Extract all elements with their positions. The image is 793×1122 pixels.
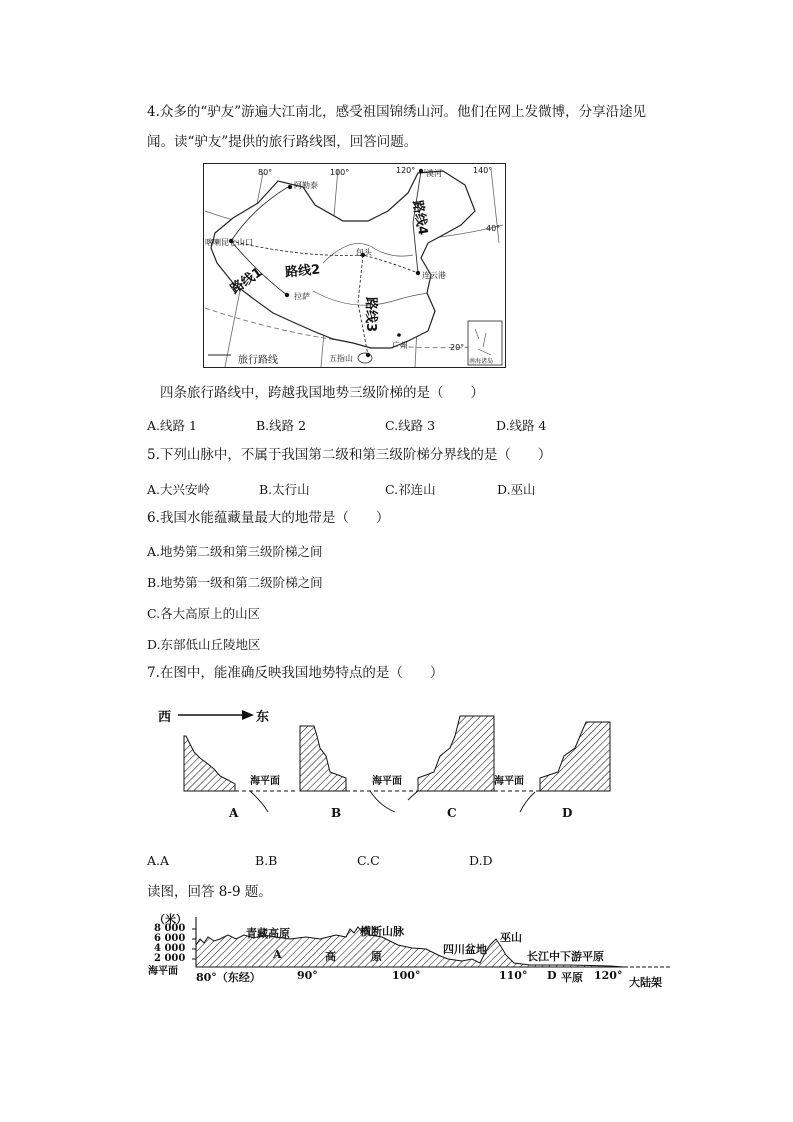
- q5-option-d[interactable]: D.巫山: [497, 482, 536, 497]
- terrain-profile: [190, 915, 672, 975]
- q6-option-c[interactable]: C.各大高原上的山区: [147, 606, 261, 621]
- q7-sea-level-b: 海平面: [372, 776, 402, 787]
- profile-x-90: 90°: [297, 969, 318, 982]
- map-route-1: 路线1: [228, 264, 266, 298]
- profile-label-shelf: 大陆架: [629, 976, 662, 989]
- profile-label-hengduan: 横断山脉: [360, 925, 404, 938]
- q4-option-a[interactable]: A.线路 1: [147, 418, 197, 433]
- profile-label-yuan: 原: [371, 950, 382, 963]
- q5-question: 5.下列山脉中，不属于我国第二级和第三级阶梯分界线的是（ ）: [147, 447, 552, 463]
- profile-y-8000: 8 000: [154, 923, 186, 934]
- profile-x-80: 80°（东经）: [196, 971, 261, 984]
- read-prompt: 读图，回答 8-9 题。: [147, 884, 272, 900]
- profile-label-wushan: 巫山: [500, 931, 522, 944]
- profile-y-2000: 2 000: [154, 953, 186, 964]
- profile-sea-level: 海平面: [148, 966, 178, 977]
- q7-option-a[interactable]: A.A: [147, 853, 170, 868]
- q4-text-line1: 4.众多的“驴友”游遍大江南北，感受祖国锦绣山河。他们在网上发微博，分享沿途见: [147, 104, 647, 120]
- profile-unit: （米）: [154, 913, 187, 926]
- q7-option-c[interactable]: C.C: [357, 853, 380, 868]
- map-place-baotou: 包头: [356, 248, 372, 257]
- q5-option-a[interactable]: A.大兴安岭: [147, 482, 211, 497]
- profile-x-120: 120°: [594, 969, 623, 982]
- profile-label-gao: 高: [325, 950, 336, 963]
- profile-y-4000: 4 000: [154, 943, 186, 954]
- q7-sea-level-a: 海平面: [250, 776, 280, 787]
- q6-option-a[interactable]: A.地势第二级和第三级阶梯之间: [147, 544, 323, 559]
- profile-label-pingyuan: 平原: [561, 971, 583, 984]
- map-lon-80: 80°: [258, 168, 273, 177]
- q4-question: 四条旅行路线中，跨越我国地势三级阶梯的是（ ）: [160, 385, 484, 401]
- map-route-3: 路线3: [363, 296, 379, 333]
- map-place-lianyungang: 连云港: [422, 271, 446, 280]
- map-lat-40: 40°: [486, 224, 501, 233]
- q7-profiles: [150, 714, 630, 814]
- map-place-wuzhishan: 五指山: [329, 354, 353, 363]
- profile-label-d: D: [547, 969, 557, 982]
- q7-question: 7.在图中，能准确反映我国地势特点的是（ ）: [147, 665, 444, 681]
- q4-text-line2: 闻。读“驴友”提供的旅行路线图，回答问题。: [147, 134, 418, 150]
- profile-label-qingzang: 青藏高原: [246, 927, 290, 940]
- map-inset-label: 南海诸岛: [469, 358, 494, 365]
- map-place-lhasa: 拉萨: [294, 292, 310, 301]
- q7-option-b[interactable]: B.B: [255, 853, 278, 868]
- q7-panel-label-b: B: [331, 806, 342, 820]
- q7-panel-label-c: C: [447, 806, 457, 820]
- map-place-mohe: 漠河: [426, 169, 442, 178]
- q7-panel-label-a: A: [229, 806, 239, 820]
- q4-option-d[interactable]: D.线路 4: [496, 418, 547, 433]
- q4-option-b[interactable]: B.线路 2: [256, 418, 307, 433]
- q6-option-b[interactable]: B.地势第一级和第二级阶梯之间: [147, 575, 323, 590]
- q7-option-d[interactable]: D.D: [469, 853, 493, 868]
- q7-sea-level-c: 海平面: [494, 776, 524, 787]
- q4-option-c[interactable]: C.线路 3: [385, 418, 436, 433]
- map-place-guangzhou: 广州: [392, 341, 408, 350]
- map-place-altay: 阿勒泰: [294, 181, 318, 190]
- profile-label-sichuan: 四川盆地: [443, 943, 487, 956]
- q5-option-b[interactable]: B.太行山: [259, 482, 310, 497]
- map-place-karakoram: 喀喇昆仑山口: [205, 238, 253, 247]
- map-lon-140: 140°: [473, 166, 493, 175]
- profile-east-label: 东: [256, 710, 270, 725]
- q6-question: 6.我国水能蕴藏量最大的地带是（ ）: [147, 510, 390, 526]
- q6-option-d[interactable]: D.东部低山丘陵地区: [147, 637, 261, 652]
- map-legend: 旅行路线: [238, 355, 278, 366]
- profile-x-110: 110°: [499, 969, 528, 982]
- map-route-2: 路线2: [284, 262, 321, 281]
- map-lon-120: 120°: [396, 166, 416, 175]
- q5-option-c[interactable]: C.祁连山: [385, 482, 436, 497]
- map-lat-20: 20°: [450, 343, 465, 352]
- profile-west-label: 西: [158, 710, 172, 725]
- profile-y-6000: 6 000: [154, 933, 186, 944]
- map-lon-100: 100°: [330, 168, 350, 177]
- map-route-4: 路线4: [409, 199, 430, 237]
- profile-label-changjiang: 长江中下游平原: [527, 950, 604, 963]
- q7-panel-label-d: D: [562, 806, 573, 820]
- profile-x-100: 100°: [392, 969, 421, 982]
- profile-label-a: A: [273, 948, 282, 961]
